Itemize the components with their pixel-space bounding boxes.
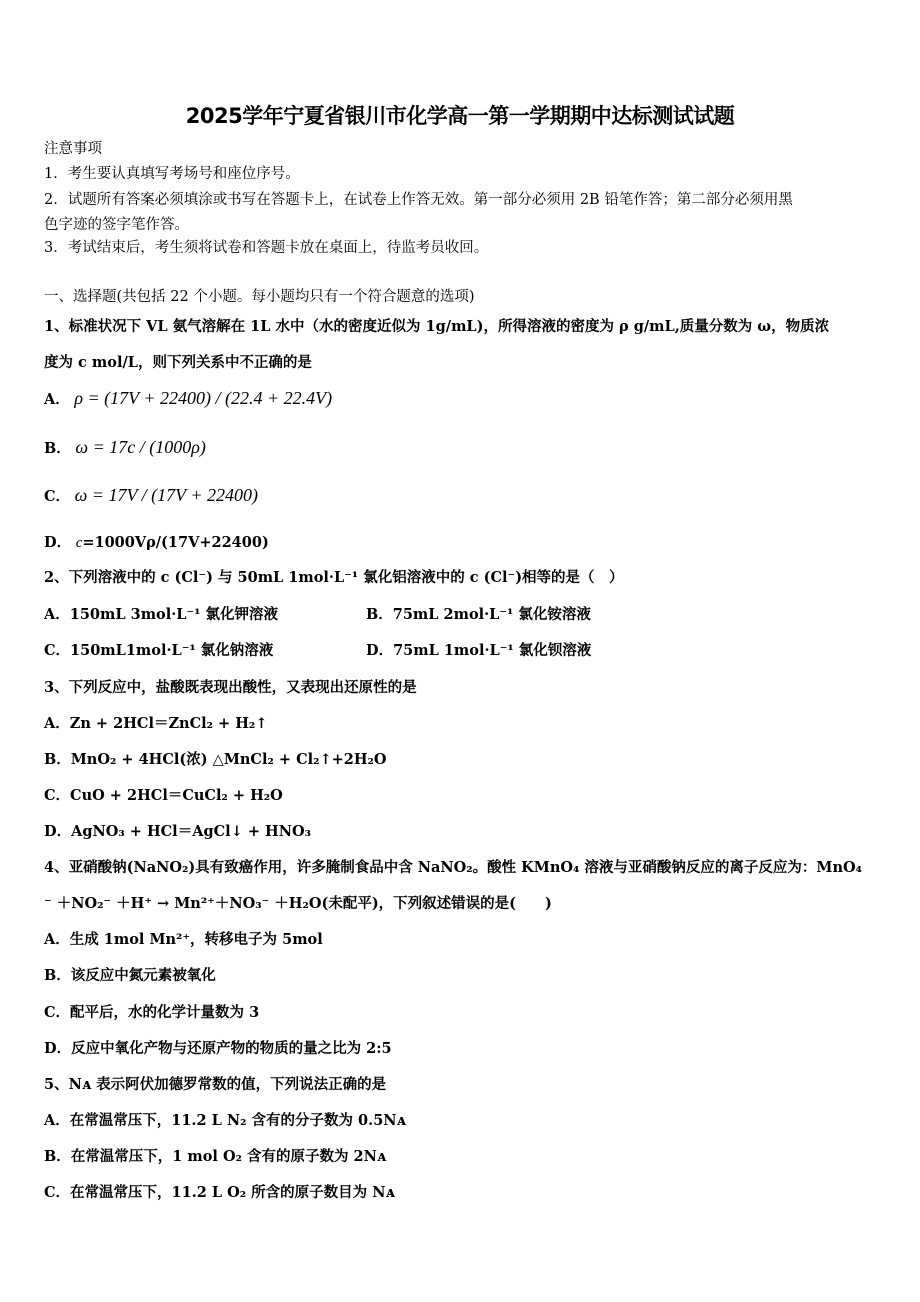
q5-option-a: A．在常温常压下，11.2 L N₂ 含有的分子数为 0.5Nᴀ <box>44 1112 406 1129</box>
section-heading: 一、选择题(共包括 22 个小题。每小题均只有一个符合题意的选项) <box>44 289 475 305</box>
q5-option-c: C．在常温常压下，11.2 L O₂ 所含的原子数目为 Nᴀ <box>44 1184 395 1201</box>
option-label: C． <box>44 488 71 505</box>
option-label: D． <box>44 534 72 551</box>
page-title: 2025学年宁夏省银川市化学高一第一学期期中达标测试试题 <box>185 104 735 128</box>
q4-option-a: A．生成 1mol Mn²⁺，转移电子为 5mol <box>44 931 323 948</box>
q1-option-b <box>44 437 206 458</box>
formula-variable: c <box>75 535 83 551</box>
q4-stem-cont: ⁻ ＋NO₂⁻ ＋H⁺ → Mn²⁺＋NO₃⁻ ＋H₂O(未配平)，下列叙述错误的是( ) <box>44 895 552 912</box>
q5-stem: 5、Nᴀ 表示阿伏加德罗常数的值，下列说法正确的是 <box>44 1076 387 1093</box>
q2-stem: 2、下列溶液中的 c (Cl⁻) 与 50mL 1mol·L⁻¹ 氯化铝溶液中的 c (Cl⁻)相等的是（ ） <box>44 569 624 586</box>
q2-option-c: C．150mL1mol·L⁻¹ 氯化钠溶液 <box>44 642 274 659</box>
q4-stem: 4、亚硝酸钠(NaNO₂)具有致癌作用，许多腌制食品中含 NaNO₂。酸性 KMnO₄ 溶液与亚硝酸钠反应的离子反应为：MnO₄ <box>44 859 862 876</box>
option-label: A． <box>44 391 70 408</box>
formula: ω = 17V / (17V + 22400) <box>74 485 258 505</box>
notice-item: 色字迹的签字笔作答。 <box>44 217 189 233</box>
notice-item: 3．考试结束后，考生须将试卷和答题卡放在桌面上，待监考员收回。 <box>44 240 489 256</box>
q4-option-b: B．该反应中氮元素被氧化 <box>44 967 216 984</box>
formula: ω = 17c / (1000ρ) <box>75 437 206 457</box>
formula: ρ = (17V + 22400) / (22.4 + 22.4V) <box>74 388 333 408</box>
q3-option-c: C．CuO + 2HCl＝CuCl₂ + H₂O <box>44 787 283 804</box>
q1-stem: 1、标准状况下 VL 氨气溶解在 1L 水中（水的密度近似为 1g/mL)，所得溶液的密度为 ρ g/mL,质量分数为 ω，物质浓 <box>44 318 830 335</box>
q2-option-a: A．150mL 3mol·L⁻¹ 氯化钾溶液 <box>44 606 279 623</box>
notice-item: 2．试题所有答案必须填涂或书写在答题卡上，在试卷上作答无效。第一部分必须用 2B 铅笔作答；第二部分必须用黑 <box>44 192 793 208</box>
q1-option-a <box>44 388 332 409</box>
notice-heading: 注意事项 <box>44 141 102 157</box>
q3-option-b: B．MnO₂ + 4HCl(浓) △MnCl₂ + Cl₂↑+2H₂O <box>44 751 387 768</box>
q5-option-b: B．在常温常压下，1 mol O₂ 含有的原子数为 2Nᴀ <box>44 1148 387 1165</box>
q1-option-c <box>44 485 258 506</box>
option-label: B． <box>44 440 71 457</box>
q3-option-a: A．Zn + 2HCl＝ZnCl₂ + H₂↑ <box>44 715 268 732</box>
q4-option-d: D．反应中氧化产物与还原产物的物质的量之比为 2:5 <box>44 1040 392 1057</box>
q3-option-d: D．AgNO₃ + HCl＝AgCl↓ + HNO₃ <box>44 823 311 840</box>
q1-option-d <box>44 531 269 552</box>
q1-stem-cont: 度为 c mol/L，则下列关系中不正确的是 <box>44 354 312 371</box>
q2-option-d: D．75mL 1mol·L⁻¹ 氯化钡溶液 <box>366 642 592 659</box>
q4-option-c: C．配平后，水的化学计量数为 3 <box>44 1004 260 1021</box>
formula: =1000Vρ/(17V+22400) <box>82 534 269 551</box>
notice-item: 1．考生要认真填写考场号和座位序号。 <box>44 166 300 182</box>
q2-option-b: B．75mL 2mol·L⁻¹ 氯化铵溶液 <box>366 606 591 623</box>
q3-stem: 3、下列反应中，盐酸既表现出酸性，又表现出还原性的是 <box>44 679 417 696</box>
